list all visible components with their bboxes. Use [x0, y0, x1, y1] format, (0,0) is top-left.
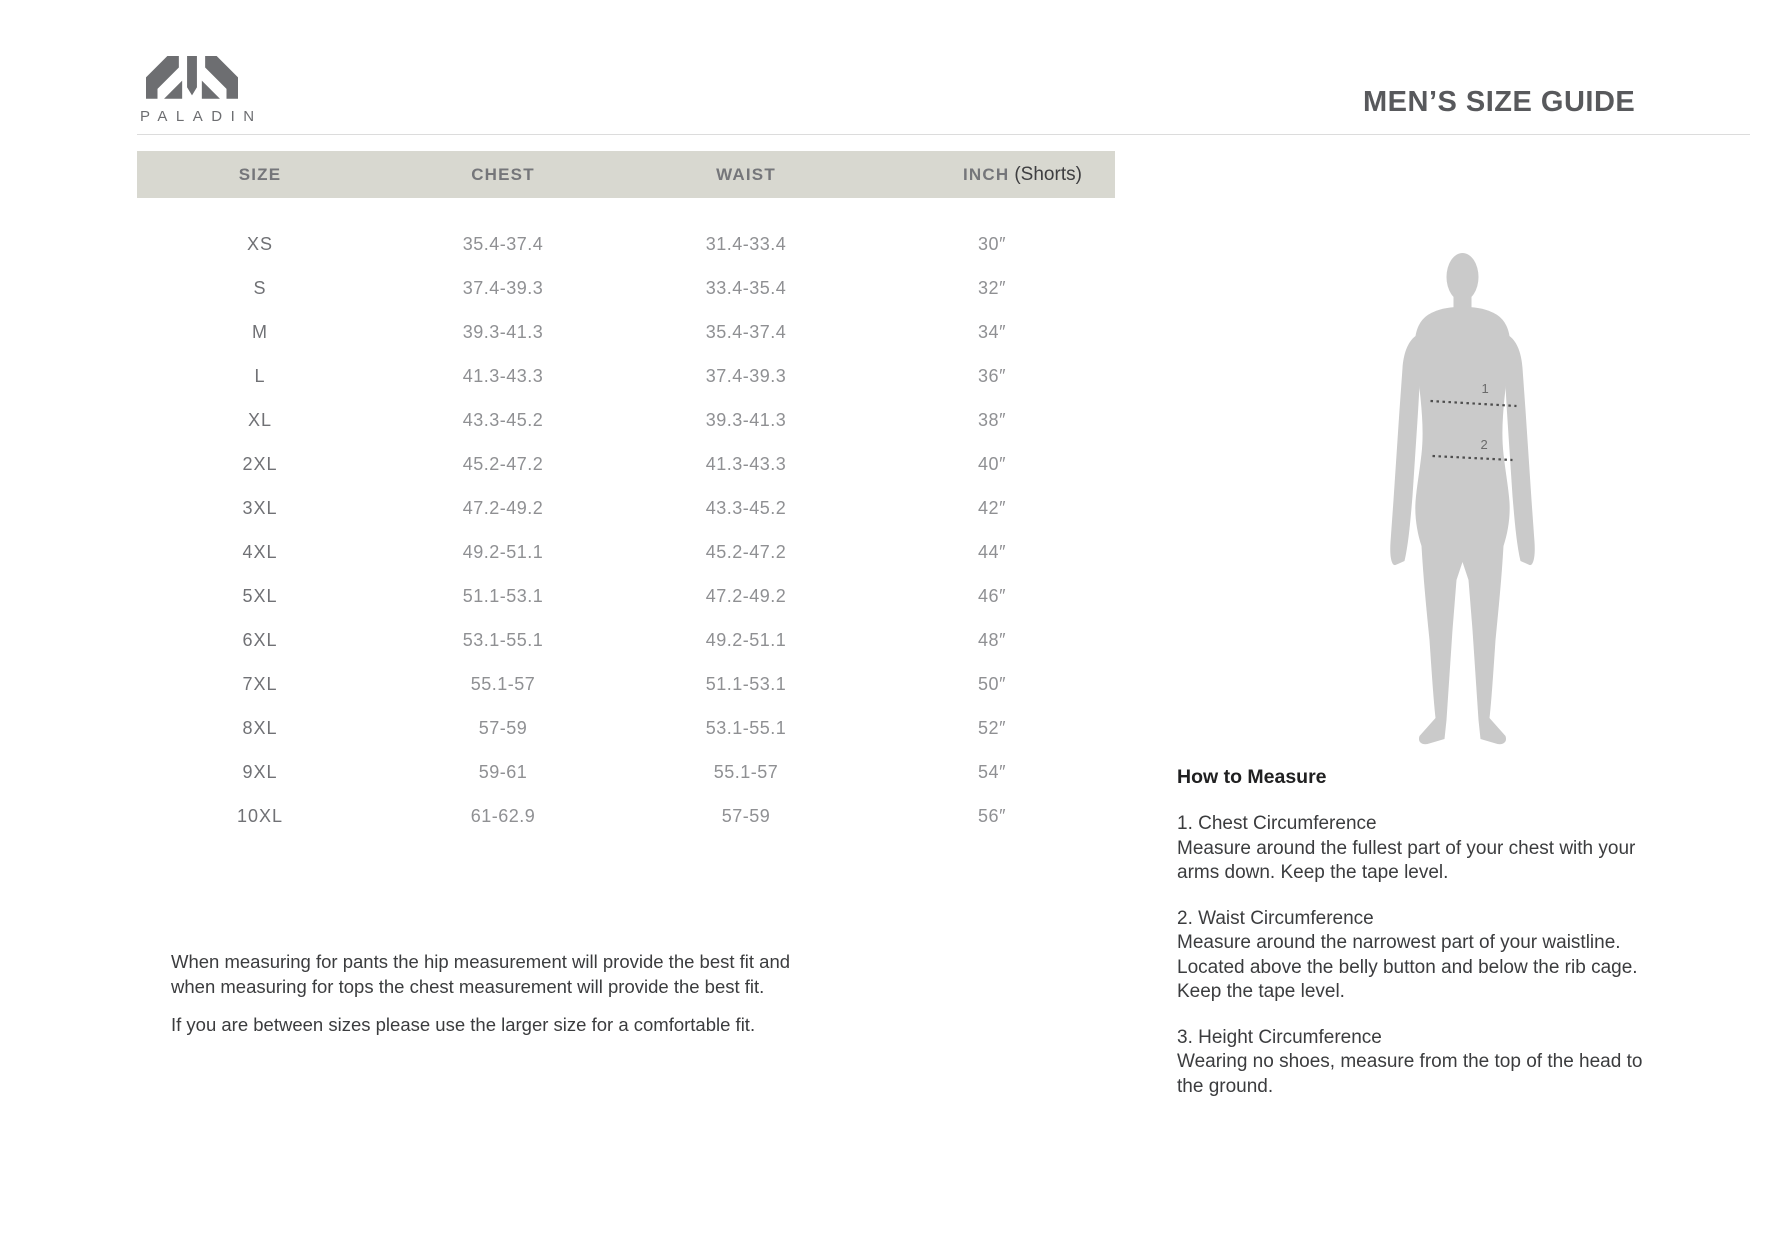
male-silhouette-icon: [1375, 250, 1550, 750]
table-row: [137, 398, 1115, 442]
how-to-measure-heading: How to Measure: [1177, 766, 1327, 788]
cell-inch: 40″: [978, 454, 1006, 474]
cell-waist: 49.2-51.1: [705, 630, 787, 650]
paladin-logo-icon: [140, 56, 244, 102]
cell-size: M: [252, 322, 268, 342]
table-row: [137, 530, 1115, 574]
cell-inch: 32″: [978, 278, 1006, 298]
cell-size: 3XL: [242, 498, 278, 518]
cell-size: 5XL: [242, 586, 278, 606]
cell-chest: 41.3-43.3: [462, 366, 544, 386]
cell-waist: 31.4-33.4: [705, 234, 787, 254]
cell-chest: 55.1-57: [470, 674, 536, 694]
table-row: [137, 354, 1115, 398]
table-row: [137, 706, 1115, 750]
cell-waist: 55.1-57: [713, 762, 779, 782]
fit-notes: [171, 950, 793, 1052]
cell-size: L: [254, 366, 266, 386]
brand-logo: [140, 56, 263, 125]
cell-chest: 39.3-41.3: [462, 322, 544, 342]
cell-waist: 43.3-45.2: [705, 498, 787, 518]
column-header-chest: CHEST: [471, 165, 535, 184]
cell-inch: 42″: [978, 498, 1006, 518]
cell-size: XL: [247, 410, 273, 430]
cell-chest: 45.2-47.2: [462, 454, 544, 474]
cell-inch: 38″: [978, 410, 1006, 430]
measure-step-body: Wearing no shoes, measure from the top of the head to the ground.: [1177, 1051, 1643, 1097]
table-row: [137, 662, 1115, 706]
cell-inch: 30″: [978, 234, 1006, 254]
cell-chest: 59-61: [478, 762, 528, 782]
table-header-row: [137, 151, 1115, 198]
cell-size: 8XL: [242, 718, 278, 738]
cell-chest: 53.1-55.1: [462, 630, 544, 650]
column-header-inch-label: INCH: [963, 165, 1010, 184]
cell-waist: 37.4-39.3: [705, 366, 787, 386]
measure-step-title: 1. Chest Circumference: [1177, 813, 1377, 834]
cell-waist: 35.4-37.4: [705, 322, 787, 342]
cell-waist: 45.2-47.2: [705, 542, 787, 562]
cell-size: S: [253, 278, 267, 298]
table-row: [137, 442, 1115, 486]
table-row: [137, 222, 1115, 266]
cell-chest: 51.1-53.1: [462, 586, 544, 606]
cell-chest: 61-62.9: [470, 806, 536, 826]
cell-size: 4XL: [242, 542, 278, 562]
cell-inch: 54″: [978, 762, 1006, 782]
cell-size: 2XL: [242, 454, 278, 474]
table-body: [137, 198, 1115, 838]
cell-size: XS: [246, 234, 273, 254]
waist-marker-label: 2: [1480, 437, 1488, 452]
size-table: [137, 151, 1115, 838]
table-row: [137, 486, 1115, 530]
fit-note-between-sizes: If you are between sizes please use the larger size for a comfortable fit.: [171, 1014, 756, 1035]
measure-step-body: Measure around the fullest part of your chest with your arms down. Keep the tape level.: [1177, 837, 1636, 883]
cell-chest: 35.4-37.4: [462, 234, 544, 254]
how-to-measure-section: [1177, 766, 1649, 1120]
cell-waist: 41.3-43.3: [705, 454, 787, 474]
cell-waist: 47.2-49.2: [705, 586, 787, 606]
cell-inch: 46″: [978, 586, 1006, 606]
brand-name: PALADIN: [140, 108, 263, 125]
column-header-inch-suffix: (Shorts): [1014, 164, 1082, 185]
cell-chest: 49.2-51.1: [462, 542, 544, 562]
body-measurement-figure: [1375, 250, 1550, 750]
page-title: MEN’S SIZE GUIDE: [1363, 86, 1636, 118]
cell-waist: 57-59: [721, 806, 771, 826]
cell-chest: 57-59: [478, 718, 528, 738]
table-row: [137, 794, 1115, 838]
chest-marker-label: 1: [1481, 381, 1489, 396]
table-row: [137, 750, 1115, 794]
measure-step-title: 2. Waist Circumference: [1177, 907, 1374, 929]
cell-waist: 51.1-53.1: [705, 674, 787, 694]
column-header-inch: [963, 151, 1115, 198]
cell-size: 10XL: [236, 806, 284, 826]
table-row: [137, 618, 1115, 662]
fit-note-measuring: When measuring for pants the hip measurement will provide the best fit and when measuring for tops the chest measurement will provide the best fit.: [171, 951, 791, 997]
measure-step-height: [1177, 1026, 1649, 1100]
header-divider: [137, 134, 1750, 135]
measure-step-title: 3. Height Circumference: [1177, 1026, 1382, 1048]
measure-step-body: Measure around the narrowest part of your waistline. Located above the belly button and below the rib cage. Keep the tape level.: [1177, 932, 1638, 1002]
table-row: [137, 574, 1115, 618]
cell-size: 6XL: [242, 630, 278, 650]
cell-inch: 52″: [978, 718, 1006, 738]
cell-size: 9XL: [242, 762, 278, 782]
cell-chest: 37.4-39.3: [462, 278, 544, 298]
cell-size: 7XL: [242, 674, 278, 694]
column-header-size: SIZE: [238, 165, 282, 184]
cell-inch: 36″: [978, 366, 1006, 386]
cell-waist: 39.3-41.3: [705, 410, 787, 430]
measure-step-chest: [1177, 812, 1649, 886]
cell-inch: 56″: [978, 806, 1006, 826]
cell-chest: 47.2-49.2: [462, 498, 544, 518]
column-header-waist: WAIST: [716, 165, 776, 184]
cell-chest: 43.3-45.2: [462, 410, 544, 430]
cell-inch: 48″: [978, 630, 1006, 650]
table-row: [137, 310, 1115, 354]
cell-waist: 33.4-35.4: [705, 278, 787, 298]
cell-inch: 34″: [978, 322, 1006, 342]
table-row: [137, 266, 1115, 310]
cell-inch: 44″: [978, 542, 1006, 562]
cell-inch: 50″: [978, 674, 1006, 694]
measure-step-waist: [1177, 907, 1649, 1005]
cell-waist: 53.1-55.1: [705, 718, 787, 738]
